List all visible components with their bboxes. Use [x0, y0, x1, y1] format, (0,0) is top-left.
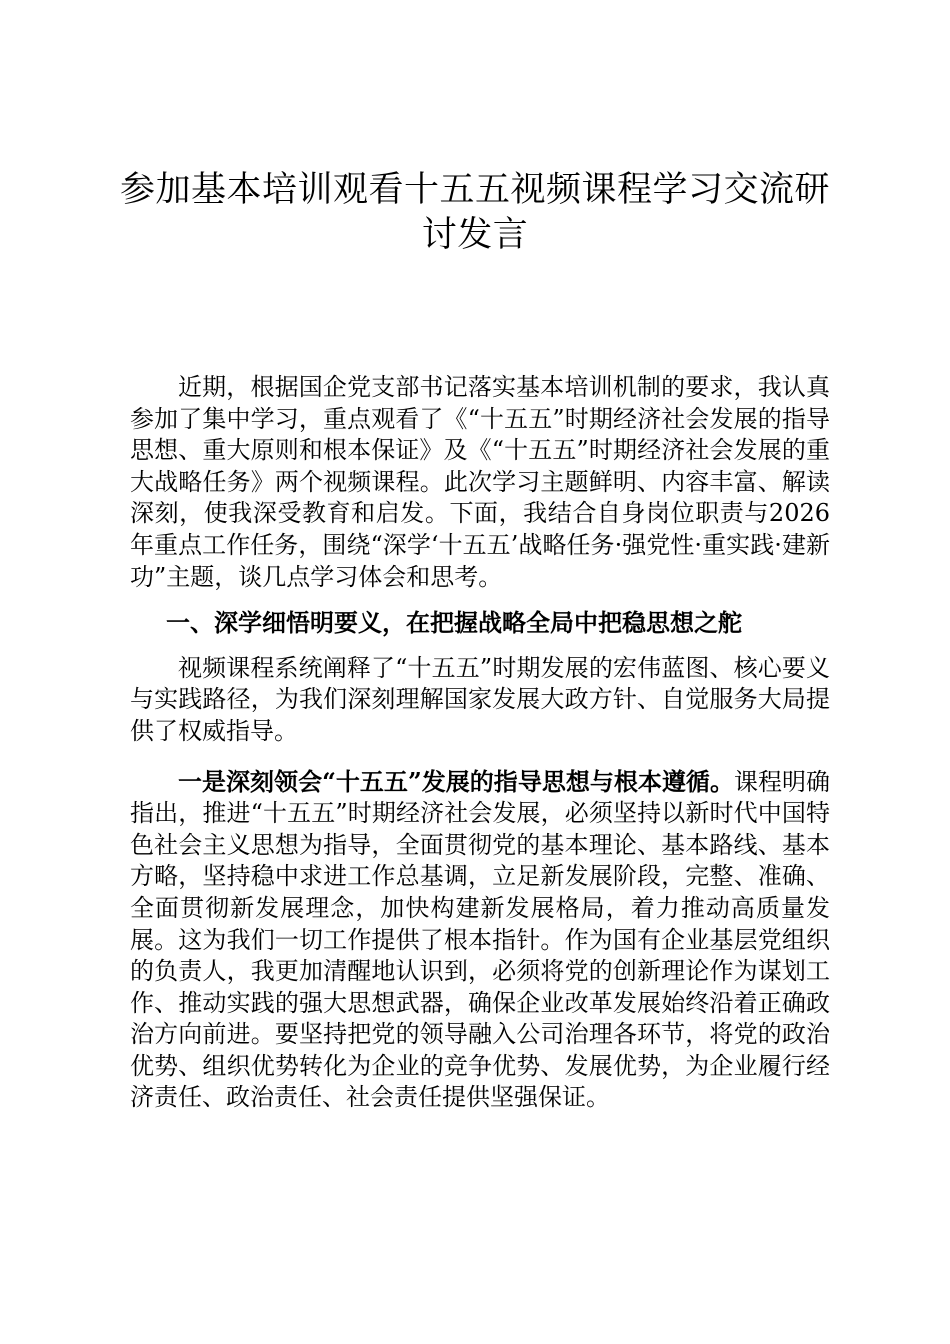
point-lead: 一是深刻领会“十五五”发展的指导思想与根本遵循。 — [178, 766, 734, 796]
intro-paragraph: 近期，根据国企党支部书记落实基本培训机制的要求，我认真参加了集中学习，重点观看了《“十五五”时期经济社会发展的指导思想、重大原则和根本保证》及《“十五五”时期经济社会发展的重大战略任务》两个视频课程。此次学习主题鲜明、内容丰富、解读深刻，使我深受教育和启发。下面，我结合自身岗位职责与2026年重点工作任务，围绕“深学‘十五五’战略任务·强党性·重实践·建新功”主题，谈几点学习体会和思考。 — [130, 373, 830, 591]
document-body — [130, 372, 830, 1114]
point-paragraph — [130, 766, 830, 1115]
section-heading: 一、深学细悟明要义，在把握战略全局中把稳思想之舵 — [166, 608, 742, 638]
section-intro-paragraph: 视频课程系统阐释了“十五五”时期发展的宏伟蓝图、核心要义与实践路径，为我们深刻理解国家发展大政方针、自觉服务大局提供了权威指导。 — [130, 653, 830, 745]
document-title: 参加基本培训观看十五五视频课程学习交流研讨发言 — [119, 170, 830, 255]
point-body: 课程明确指出，推进“十五五”时期经济社会发展，必须坚持以新时代中国特色社会主义思想为指导，全面贯彻党的基本理论、基本路线、基本方略，坚持稳中求进工作总基调，立足新发展阶段，完整、准确、全面贯彻新发展理念，加快构建新发展格局，着力推动高质量发展。这为我们一切工作提供了根本指针。作为国有企业基层党组织的负责人，我更加清醒地认识到，必须将党的创新理论作为谋划工作、推动实践的强大思想武器，确保企业改革发展始终沿着正确政治方向前进。要坚持把党的领导融入公司治理各环节，将党的政治优势、组织优势转化为企业的竞争优势、发展优势，为企业履行经济责任、政治责任、社会责任提供坚强保证。 — [130, 767, 831, 1112]
